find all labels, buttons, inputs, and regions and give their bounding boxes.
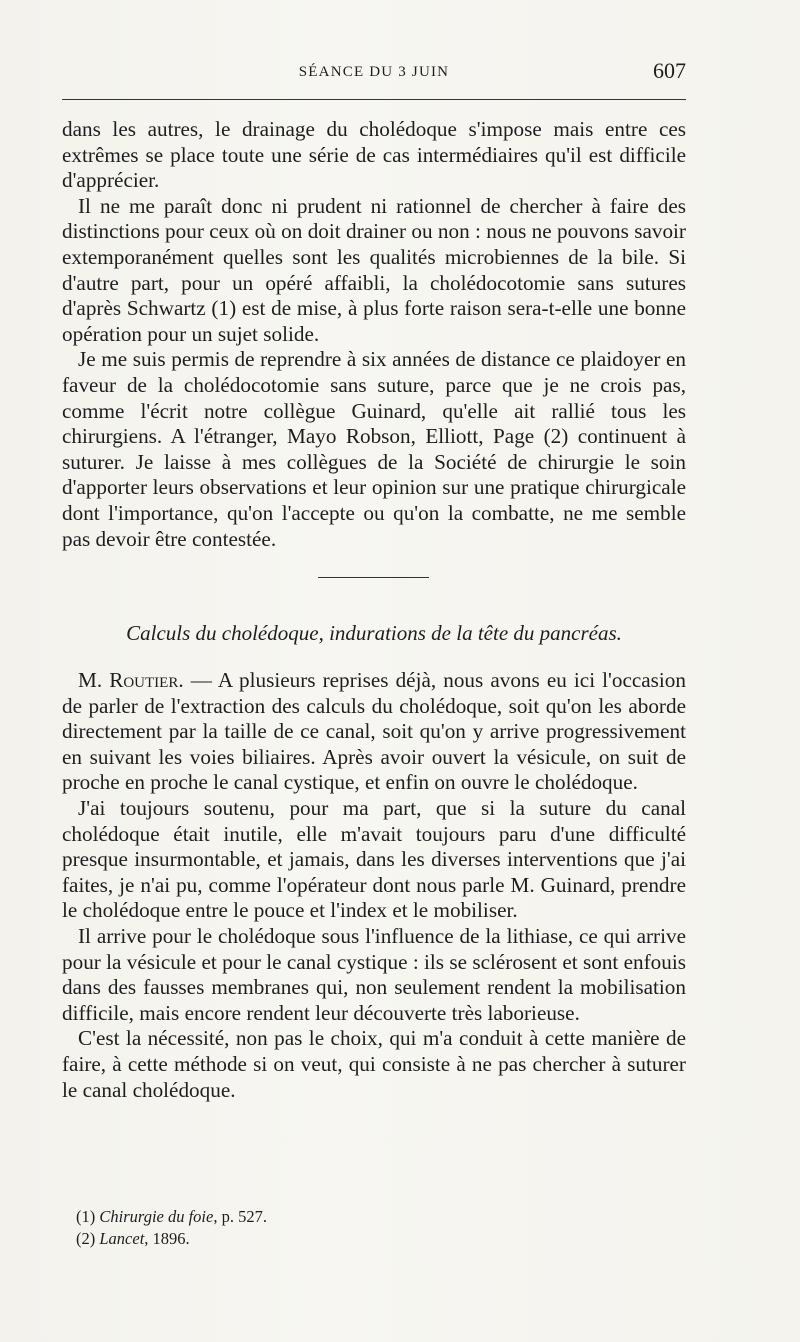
text-block-routier xyxy=(62,668,686,1103)
footnote-mark: (2) xyxy=(76,1229,96,1248)
text-block-continuation xyxy=(62,117,686,552)
footnote-title: Chirurgie du foie xyxy=(99,1207,214,1226)
paragraph: Il ne me paraît donc ni prudent ni rationnel de chercher à faire des distinctions pour ceux où on doit drainer ou non : nous ne pouvons savoir extemporanément quelles sont les qualités microbiennes de la bile. Si d'autre part, pour un opéré affaibli, la cholédocotomie sans sutures d'après Schwartz (1) est de mise, à plus forte raison sera-t-elle une bonne opération pour un sujet solide. xyxy=(62,193,686,346)
footnote xyxy=(76,1206,267,1228)
running-head xyxy=(62,58,686,88)
running-title: SÉANCE DU 3 JUIN xyxy=(298,64,450,80)
header-rule xyxy=(62,99,686,100)
footnote-mark: (1) xyxy=(76,1207,96,1226)
section-separator-rule xyxy=(318,577,429,578)
paragraph: dans les autres, le drainage du cholédoque s'impose mais entre ces extrêmes se place toute une série de cas intermédiaires qu'il est difficile d'apprécier. xyxy=(62,117,686,193)
paragraph: C'est la nécessité, non pas le choix, qui m'a conduit à cette manière de faire, à cette méthode si on veut, qui consiste à ne pas chercher à suturer le canal cholédoque. xyxy=(62,1026,686,1102)
paragraph: Il arrive pour le cholédoque sous l'influence de la lithiase, ce qui arrive pour la vésicule et pour le canal cystique : ils se sclérosent et sont enfouis dans des fausses membranes qui, non seulement rendent la mobilisation difficile, mais encore rendent leur découverte très laborieuse. xyxy=(62,923,686,1025)
paragraph-text: — A plusieurs reprises déjà, nous avons eu ici l'occasion de parler de l'extraction des calculs du cholédoque, soit qu'on les aborde directement par la taille de ce canal, soit qu'on y arrive progressivement en suivant les voies biliaires. Après avoir ouvert la vésicule, on suit de proche en proche le canal cystique, et enfin on ouvre le cholédoque. xyxy=(62,668,686,795)
paragraph xyxy=(62,668,686,796)
section-title: Calculs du cholédoque, indurations de la tête du pancréas. xyxy=(126,621,622,645)
footnote-rest: , p. 527. xyxy=(213,1207,267,1226)
page-number: 607 xyxy=(653,58,686,83)
footnotes xyxy=(76,1206,267,1250)
paragraph: J'ai toujours soutenu, pour ma part, que si la suture du canal cholédoque était inutile, elle m'avait toujours paru d'une difficulté presque insurmontable, et jamais, dans les diverses interventions que j'ai faites, je n'ai pu, comme l'opérateur dont nous parle M. Guinard, prendre le cholédoque entre le pouce et l'index et le mobiliser. xyxy=(62,795,686,923)
footnote xyxy=(76,1228,267,1250)
footnote-title: Lancet xyxy=(99,1229,145,1248)
footnote-rest: , 1896. xyxy=(144,1229,190,1248)
speaker-name: M. Routier. xyxy=(78,668,184,692)
paragraph: Je me suis permis de reprendre à six années de distance ce plaidoyer en faveur de la cholédocotomie sans suture, parce que je ne crois pas, comme l'écrit notre collègue Guinard, qu'elle ait rallié tous les chirurgiens. A l'étranger, Mayo Robson, Elliott, Page (2) continuent à suturer. Je laisse à mes collègues de la Société de chirurgie le soin d'apporter leurs observations et leur opinion sur une pratique chirurgicale dont l'importance, qu'on l'accepte ou qu'on la combatte, ne me semble pas devoir être contestée. xyxy=(62,347,686,551)
